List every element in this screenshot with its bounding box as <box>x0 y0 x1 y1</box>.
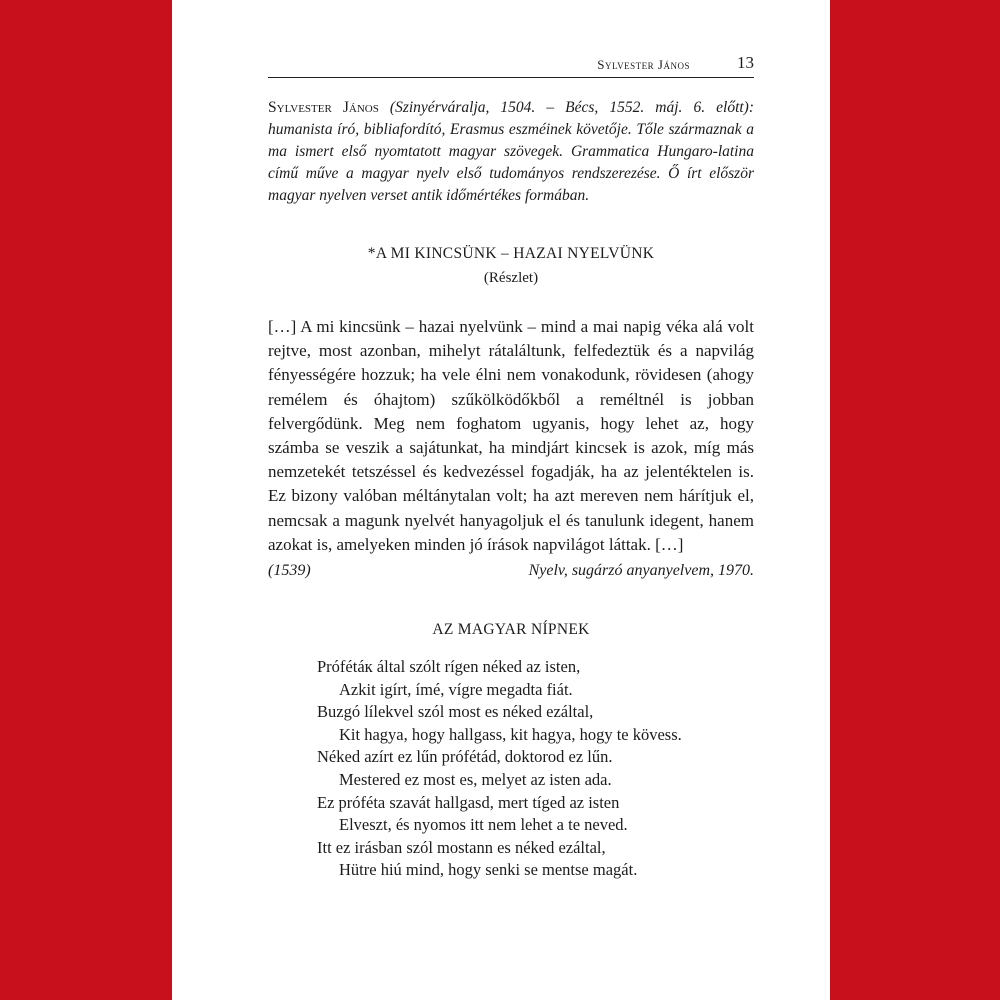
poem-title: AZ MAGYAR NÍPNEK <box>432 621 590 638</box>
poem <box>317 656 757 882</box>
section-title: *A MI KINCSÜNK – HAZAI NYELVÜNK <box>367 245 655 262</box>
running-header <box>268 55 754 78</box>
author-name: Sylvester János <box>268 99 379 116</box>
author-biography <box>268 97 754 207</box>
poem-line: Prófétáк által szólt rígen néked az isten, <box>317 657 581 676</box>
poem-line: Hütre hiú mind, hogy senki se mentse magát. <box>339 860 638 880</box>
poem-line: Mestered ez most es, melyet az isten ada. <box>339 769 612 789</box>
poem-line: Buzgó lílekvel szól most es néked ezáltal, <box>317 702 594 722</box>
biography-text: (Szinyérváralja, 1504. – Bécs, 1552. máj. 6. előtt): humanista író, bibliafordító, Erasmus eszméinek követője. Tőle származnak a ma ismert első nyomtatott magyar szövegek. Grammatica Hungaro-latina című műve a magyar nyelv első tudományos rendszerezése. Ő írt először magyar nyelven verset antik időmértékes formában. <box>268 99 755 204</box>
running-title: Sylvester János <box>597 57 690 72</box>
section-subtitle: (Részlet) <box>483 270 539 286</box>
poem-line: Azkit igírt, ímé, vígre megadta fiát. <box>339 679 573 699</box>
poem-line: Néked azírt ez lűn prófétád, doktorod ez lűn. <box>317 747 613 767</box>
prose-excerpt: […] A mi kincsünk – hazai nyelvünk – mind a mai napig véka alá volt rejtve, most azonban, mihelyt rátaláltunk, felfedeztük és a napvilág fényességére hozzuk; ha vele élni nem vonakodunk, rövidesen (ahogy remélem és óhajtom) szűkölködőkből a reméltnél is jobban felvergődünk. Meg nem foghatom ugyanis, hogy lehet az, hogy számba se veszik a sajátunkat, ha mindjárt kincsek is azok, míg más nemzetekét tetszéssel és kedvezéssel fogadják, ha az jelentéktelen is. Ez bizony valóban méltánytalan volt; ha azt mereven nem hárítjuk el, nemcsak a magunk nyelvét hanyagoljuk el és tanulunk idegent, hanem azokat is, amelyeken minden jó írások napvilágot láttak. […] <box>268 317 754 554</box>
poem-line: Ez próféta szavát hallgasd, mert tíged az isten <box>317 792 620 812</box>
book-page <box>172 0 830 1000</box>
poem-line: Elveszt, és nyomos itt nem lehet a te neved. <box>339 815 628 835</box>
citation-year: (1539) <box>268 562 311 579</box>
page-number: 13 <box>737 53 754 72</box>
citation-source: Nyelv, sugárzó anyanyelvem, 1970. <box>528 562 754 579</box>
poem-line: Kit hagya, hogy hallgass, kit hagya, hogy te kövess. <box>339 724 682 744</box>
poem-line: Itt ez irásban szól mostann es néked ezáltal, <box>317 837 606 857</box>
